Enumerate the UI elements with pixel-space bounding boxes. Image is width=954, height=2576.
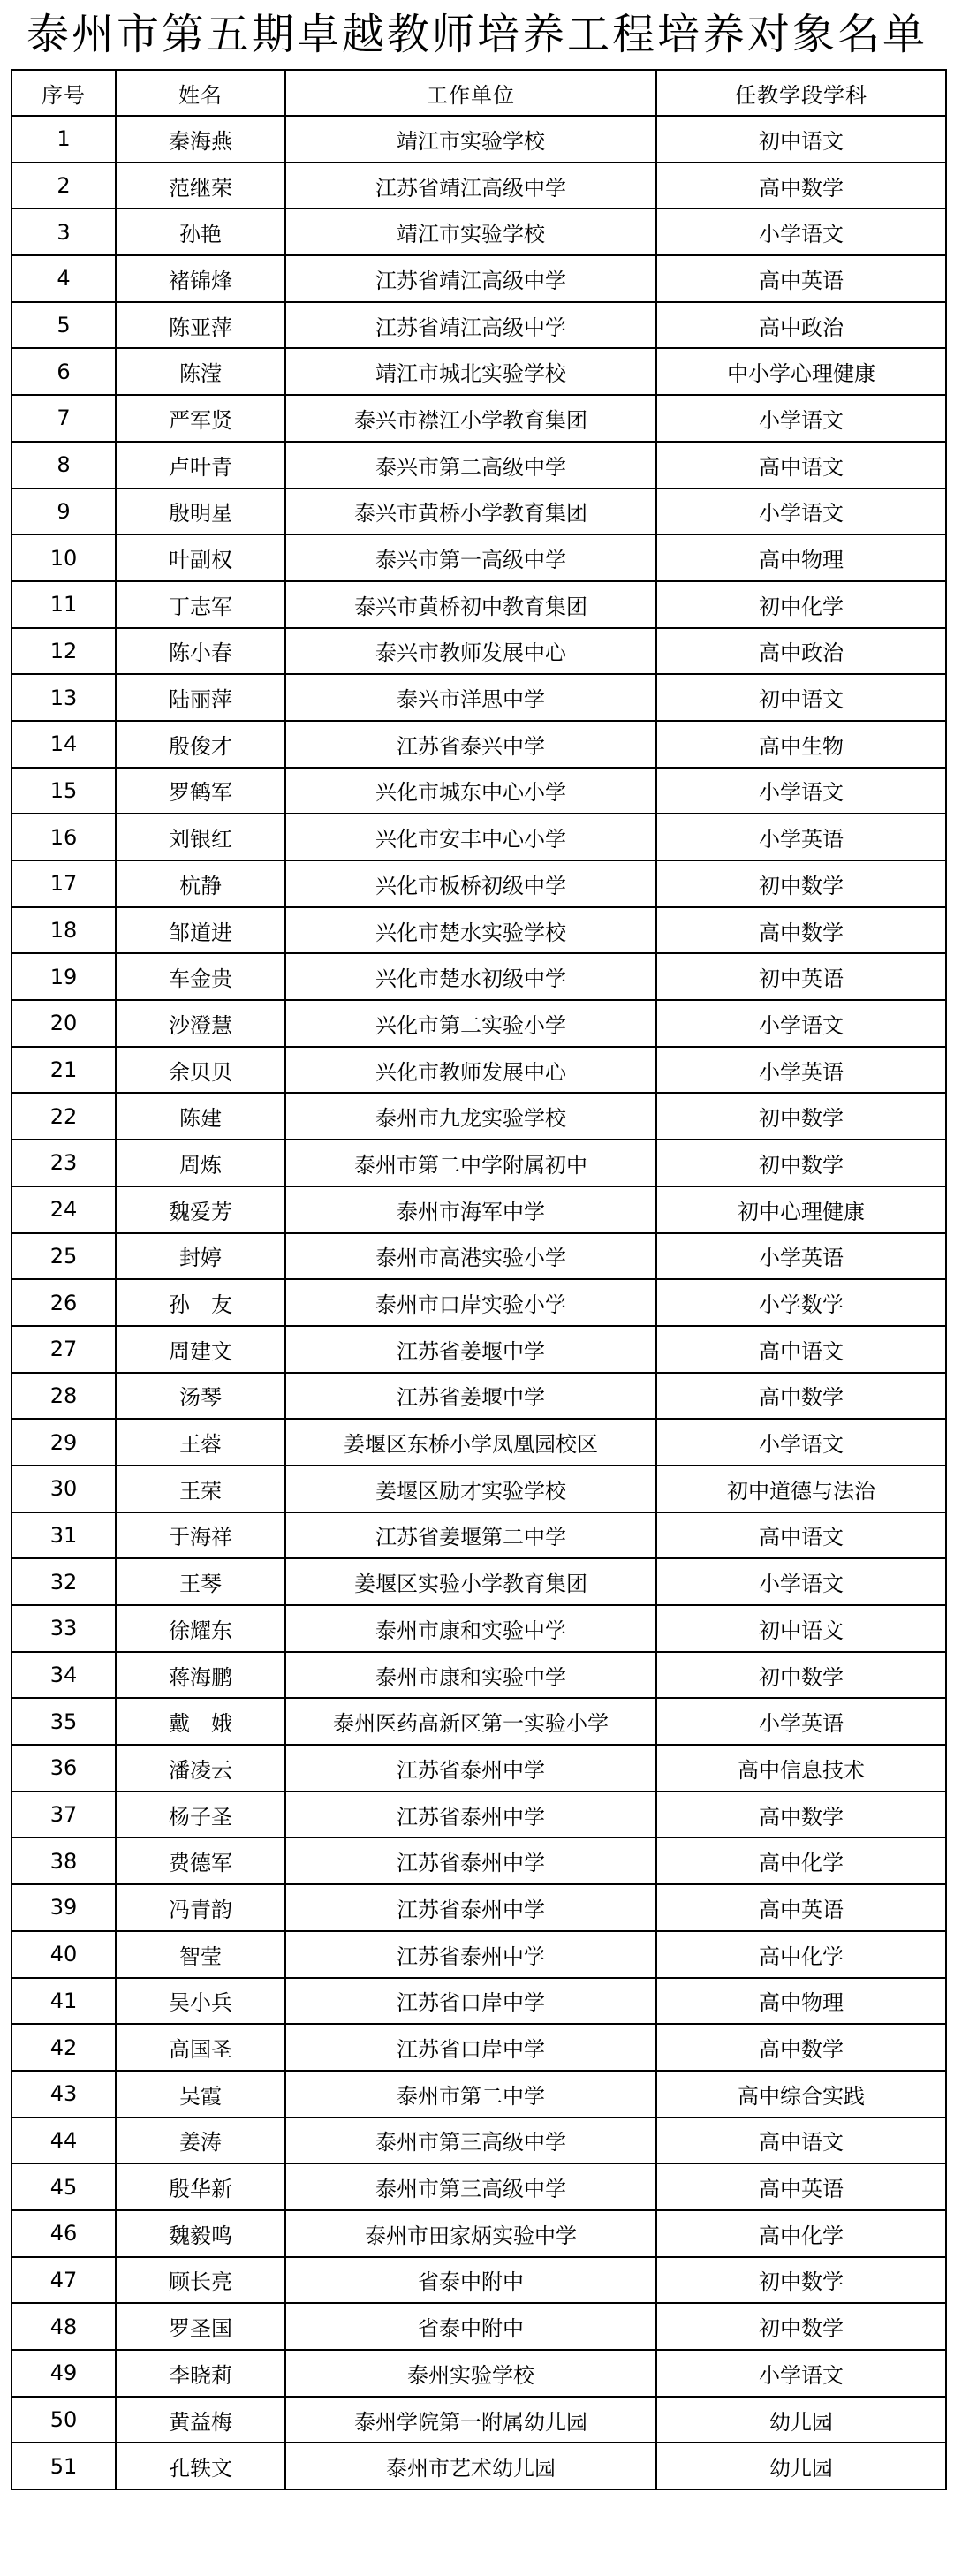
cell-subject: 高中英语 [656, 255, 946, 302]
cell-workplace: 兴化市第二实验小学 [285, 1000, 656, 1047]
cell-name: 黄益梅 [116, 2397, 285, 2443]
cell-subject: 小学英语 [656, 1047, 946, 1094]
table-row [11, 1373, 946, 1420]
cell-number: 36 [11, 1745, 116, 1792]
cell-number: 5 [11, 302, 116, 349]
cell-number: 15 [11, 768, 116, 814]
cell-workplace: 泰州实验学校 [285, 2350, 656, 2397]
table-row [11, 907, 946, 954]
cell-subject: 初中语文 [656, 116, 946, 163]
cell-name: 杭静 [116, 860, 285, 907]
cell-subject: 小学语文 [656, 489, 946, 535]
cell-workplace: 泰州学院第一附属幼儿园 [285, 2397, 656, 2443]
cell-number: 22 [11, 1093, 116, 1140]
column-header-subject: 任教学段学科 [656, 70, 946, 116]
table-row [11, 442, 946, 489]
cell-number: 29 [11, 1419, 116, 1466]
cell-name: 王荣 [116, 1466, 285, 1512]
cell-name: 冯青韵 [116, 1884, 285, 1931]
cell-number: 23 [11, 1140, 116, 1186]
cell-workplace: 泰州市九龙实验学校 [285, 1093, 656, 1140]
cell-subject: 高中英语 [656, 1884, 946, 1931]
cell-subject: 高中化学 [656, 1837, 946, 1884]
table-row [11, 163, 946, 209]
table-row [11, 1884, 946, 1931]
cell-workplace: 兴化市教师发展中心 [285, 1047, 656, 1094]
cell-name: 汤琴 [116, 1373, 285, 1420]
cell-subject: 小学英语 [656, 1233, 946, 1280]
cell-subject: 小学语文 [656, 768, 946, 814]
cell-subject: 高中语文 [656, 1512, 946, 1559]
column-header-name: 姓名 [116, 70, 285, 116]
cell-number: 19 [11, 953, 116, 1000]
cell-workplace: 江苏省姜堰第二中学 [285, 1512, 656, 1559]
cell-workplace: 兴化市板桥初级中学 [285, 860, 656, 907]
cell-subject: 中小学心理健康 [656, 348, 946, 395]
cell-subject: 初中心理健康 [656, 1186, 946, 1233]
cell-workplace: 江苏省泰州中学 [285, 1792, 656, 1838]
cell-name: 叶副权 [116, 534, 285, 581]
cell-name: 高国圣 [116, 2024, 285, 2071]
cell-number: 32 [11, 1558, 116, 1605]
cell-workplace: 江苏省靖江高级中学 [285, 163, 656, 209]
table-row [11, 1093, 946, 1140]
cell-number: 30 [11, 1466, 116, 1512]
cell-workplace: 靖江市实验学校 [285, 208, 656, 255]
table-row [11, 1047, 946, 1094]
cell-number: 38 [11, 1837, 116, 1884]
table-row [11, 2071, 946, 2118]
cell-workplace: 江苏省泰州中学 [285, 1837, 656, 1884]
cell-number: 18 [11, 907, 116, 954]
cell-name: 范继荣 [116, 163, 285, 209]
cell-number: 12 [11, 628, 116, 675]
cell-workplace: 江苏省泰兴中学 [285, 721, 656, 768]
cell-name: 杨子圣 [116, 1792, 285, 1838]
cell-workplace: 泰州市康和实验中学 [285, 1605, 656, 1652]
cell-subject: 幼儿园 [656, 2397, 946, 2443]
cell-name: 吴小兵 [116, 1978, 285, 2025]
table-row [11, 721, 946, 768]
table-row [11, 581, 946, 628]
cell-subject: 小学英语 [656, 814, 946, 860]
cell-name: 封婷 [116, 1233, 285, 1280]
cell-subject: 小学数学 [656, 1279, 946, 1326]
cell-name: 车金贵 [116, 953, 285, 1000]
cell-number: 10 [11, 534, 116, 581]
cell-subject: 初中数学 [656, 1140, 946, 1186]
table-row [11, 2118, 946, 2164]
cell-workplace: 泰兴市襟江小学教育集团 [285, 395, 656, 442]
cell-subject: 小学语文 [656, 2350, 946, 2397]
table-row [11, 2257, 946, 2304]
cell-subject: 高中语文 [656, 2118, 946, 2164]
cell-subject: 初中语文 [656, 674, 946, 721]
cell-number: 14 [11, 721, 116, 768]
cell-name: 魏毅鸣 [116, 2210, 285, 2257]
cell-name: 余贝贝 [116, 1047, 285, 1094]
cell-name: 魏爱芳 [116, 1186, 285, 1233]
cell-subject: 初中数学 [656, 1093, 946, 1140]
table-row [11, 1837, 946, 1884]
cell-workplace: 兴化市楚水初级中学 [285, 953, 656, 1000]
cell-subject: 高中物理 [656, 1978, 946, 2025]
cell-name: 王蓉 [116, 1419, 285, 1466]
cell-subject: 初中道德与法治 [656, 1466, 946, 1512]
cell-name: 孙艳 [116, 208, 285, 255]
cell-subject: 高中语文 [656, 1326, 946, 1373]
cell-workplace: 泰兴市第一高级中学 [285, 534, 656, 581]
cell-subject: 高中数学 [656, 2024, 946, 2071]
table-row [11, 1698, 946, 1745]
cell-subject: 高中数学 [656, 907, 946, 954]
cell-number: 16 [11, 814, 116, 860]
cell-number: 9 [11, 489, 116, 535]
cell-subject: 小学语文 [656, 1000, 946, 1047]
cell-name: 费德军 [116, 1837, 285, 1884]
cell-name: 殷俊才 [116, 721, 285, 768]
cell-name: 殷华新 [116, 2163, 285, 2210]
cell-number: 8 [11, 442, 116, 489]
cell-name: 陆丽萍 [116, 674, 285, 721]
table-row [11, 348, 946, 395]
cell-number: 41 [11, 1978, 116, 2025]
cell-workplace: 泰兴市第二高级中学 [285, 442, 656, 489]
cell-number: 1 [11, 116, 116, 163]
cell-name: 罗圣国 [116, 2303, 285, 2350]
cell-subject: 初中语文 [656, 1605, 946, 1652]
table-row [11, 395, 946, 442]
cell-subject: 幼儿园 [656, 2443, 946, 2489]
cell-number: 6 [11, 348, 116, 395]
cell-number: 20 [11, 1000, 116, 1047]
cell-workplace: 靖江市实验学校 [285, 116, 656, 163]
cell-subject: 初中数学 [656, 2257, 946, 2304]
cell-subject: 高中信息技术 [656, 1745, 946, 1792]
cell-subject: 初中数学 [656, 2303, 946, 2350]
cell-workplace: 省泰中附中 [285, 2303, 656, 2350]
cell-name: 孙 友 [116, 1279, 285, 1326]
cell-name: 王琴 [116, 1558, 285, 1605]
table-body [11, 116, 946, 2489]
table-row [11, 814, 946, 860]
cell-workplace: 泰州市第二中学附属初中 [285, 1140, 656, 1186]
cell-number: 7 [11, 395, 116, 442]
cell-subject: 高中数学 [656, 1792, 946, 1838]
cell-subject: 高中语文 [656, 442, 946, 489]
cell-workplace: 泰州市高港实验小学 [285, 1233, 656, 1280]
cell-number: 21 [11, 1047, 116, 1094]
table-row [11, 1652, 946, 1699]
cell-workplace: 泰州市第三高级中学 [285, 2163, 656, 2210]
cell-number: 2 [11, 163, 116, 209]
cell-number: 26 [11, 1279, 116, 1326]
cell-subject: 高中化学 [656, 1931, 946, 1978]
table-row [11, 1419, 946, 1466]
cell-name: 陈亚萍 [116, 302, 285, 349]
cell-workplace: 兴化市安丰中心小学 [285, 814, 656, 860]
cell-subject: 小学语文 [656, 395, 946, 442]
cell-number: 13 [11, 674, 116, 721]
cell-name: 徐耀东 [116, 1605, 285, 1652]
cell-workplace: 泰州市第二中学 [285, 2071, 656, 2118]
cell-number: 47 [11, 2257, 116, 2304]
cell-number: 37 [11, 1792, 116, 1838]
cell-workplace: 泰兴市教师发展中心 [285, 628, 656, 675]
table-row [11, 255, 946, 302]
table-row [11, 534, 946, 581]
cell-number: 39 [11, 1884, 116, 1931]
table-row [11, 2443, 946, 2489]
cell-subject: 高中化学 [656, 2210, 946, 2257]
cell-number: 28 [11, 1373, 116, 1420]
cell-name: 刘银红 [116, 814, 285, 860]
cell-name: 卢叶青 [116, 442, 285, 489]
header-row [11, 70, 946, 116]
cell-workplace: 兴化市楚水实验学校 [285, 907, 656, 954]
column-header-workplace: 工作单位 [285, 70, 656, 116]
cell-workplace: 泰兴市洋思中学 [285, 674, 656, 721]
cell-number: 27 [11, 1326, 116, 1373]
table-row [11, 674, 946, 721]
roster-table [11, 69, 947, 2490]
table-row [11, 1931, 946, 1978]
cell-workplace: 江苏省口岸中学 [285, 1978, 656, 2025]
cell-subject: 初中英语 [656, 953, 946, 1000]
cell-workplace: 江苏省泰州中学 [285, 1745, 656, 1792]
table-row [11, 1140, 946, 1186]
cell-number: 35 [11, 1698, 116, 1745]
cell-subject: 高中政治 [656, 628, 946, 675]
cell-number: 48 [11, 2303, 116, 2350]
cell-number: 42 [11, 2024, 116, 2071]
table-row [11, 2350, 946, 2397]
cell-workplace: 泰州市海军中学 [285, 1186, 656, 1233]
cell-workplace: 泰州市康和实验中学 [285, 1652, 656, 1699]
table-row [11, 1000, 946, 1047]
table-row [11, 2397, 946, 2443]
cell-name: 戴 娥 [116, 1698, 285, 1745]
table-row [11, 208, 946, 255]
cell-number: 34 [11, 1652, 116, 1699]
cell-workplace: 泰州市口岸实验小学 [285, 1279, 656, 1326]
cell-name: 周建文 [116, 1326, 285, 1373]
cell-number: 51 [11, 2443, 116, 2489]
cell-name: 丁志军 [116, 581, 285, 628]
cell-subject: 初中数学 [656, 860, 946, 907]
cell-subject: 高中政治 [656, 302, 946, 349]
cell-subject: 高中英语 [656, 2163, 946, 2210]
cell-name: 沙澄慧 [116, 1000, 285, 1047]
cell-workplace: 靖江市城北实验学校 [285, 348, 656, 395]
cell-name: 殷明星 [116, 489, 285, 535]
cell-name: 周炼 [116, 1140, 285, 1186]
cell-name: 姜涛 [116, 2118, 285, 2164]
cell-name: 罗鹤军 [116, 768, 285, 814]
cell-subject: 高中综合实践 [656, 2071, 946, 2118]
cell-workplace: 江苏省姜堰中学 [285, 1373, 656, 1420]
cell-number: 33 [11, 1605, 116, 1652]
cell-name: 吴霞 [116, 2071, 285, 2118]
cell-number: 49 [11, 2350, 116, 2397]
cell-workplace: 江苏省口岸中学 [285, 2024, 656, 2071]
table-row [11, 1186, 946, 1233]
cell-workplace: 江苏省靖江高级中学 [285, 255, 656, 302]
cell-name: 孔轶文 [116, 2443, 285, 2489]
cell-number: 45 [11, 2163, 116, 2210]
cell-subject: 高中物理 [656, 534, 946, 581]
cell-name: 潘凌云 [116, 1745, 285, 1792]
cell-number: 11 [11, 581, 116, 628]
cell-name: 邹道进 [116, 907, 285, 954]
cell-name: 褚锦烽 [116, 255, 285, 302]
table-row [11, 1512, 946, 1559]
cell-workplace: 姜堰区励才实验学校 [285, 1466, 656, 1512]
table-row [11, 116, 946, 163]
table-row [11, 1605, 946, 1652]
cell-number: 4 [11, 255, 116, 302]
cell-name: 严军贤 [116, 395, 285, 442]
cell-number: 24 [11, 1186, 116, 1233]
table-row [11, 1279, 946, 1326]
table-row [11, 1326, 946, 1373]
cell-workplace: 江苏省姜堰中学 [285, 1326, 656, 1373]
cell-subject: 小学语文 [656, 1558, 946, 1605]
cell-subject: 高中数学 [656, 163, 946, 209]
cell-workplace: 省泰中附中 [285, 2257, 656, 2304]
table-row [11, 489, 946, 535]
cell-name: 陈小春 [116, 628, 285, 675]
table-row [11, 302, 946, 349]
cell-name: 智莹 [116, 1931, 285, 1978]
cell-workplace: 江苏省泰州中学 [285, 1884, 656, 1931]
table-row [11, 1558, 946, 1605]
cell-number: 46 [11, 2210, 116, 2257]
cell-subject: 小学语文 [656, 1419, 946, 1466]
table-row [11, 860, 946, 907]
table-header [11, 70, 946, 116]
document-title: 泰州市第五期卓越教师培养工程培养对象名单 [26, 10, 928, 59]
table-row [11, 1745, 946, 1792]
cell-name: 陈建 [116, 1093, 285, 1140]
cell-name: 李晓莉 [116, 2350, 285, 2397]
cell-number: 31 [11, 1512, 116, 1559]
cell-name: 顾长亮 [116, 2257, 285, 2304]
cell-workplace: 姜堰区实验小学教育集团 [285, 1558, 656, 1605]
cell-workplace: 泰兴市黄桥小学教育集团 [285, 489, 656, 535]
cell-name: 陈滢 [116, 348, 285, 395]
cell-subject: 高中生物 [656, 721, 946, 768]
table-row [11, 1978, 946, 2025]
table-row [11, 628, 946, 675]
cell-number: 50 [11, 2397, 116, 2443]
cell-workplace: 江苏省靖江高级中学 [285, 302, 656, 349]
cell-subject: 高中数学 [656, 1373, 946, 1420]
table-row [11, 1233, 946, 1280]
table-row [11, 768, 946, 814]
cell-number: 3 [11, 208, 116, 255]
cell-subject: 小学语文 [656, 208, 946, 255]
cell-subject: 小学英语 [656, 1698, 946, 1745]
cell-number: 25 [11, 1233, 116, 1280]
table-row [11, 1792, 946, 1838]
table-row [11, 2303, 946, 2350]
cell-name: 蒋海鹏 [116, 1652, 285, 1699]
cell-name: 于海祥 [116, 1512, 285, 1559]
cell-number: 40 [11, 1931, 116, 1978]
cell-name: 秦海燕 [116, 116, 285, 163]
cell-workplace: 姜堰区东桥小学凤凰园校区 [285, 1419, 656, 1466]
cell-workplace: 江苏省泰州中学 [285, 1931, 656, 1978]
table-row [11, 2163, 946, 2210]
cell-workplace: 泰州市第三高级中学 [285, 2118, 656, 2164]
cell-workplace: 泰州市艺术幼儿园 [285, 2443, 656, 2489]
table-row [11, 1466, 946, 1512]
cell-workplace: 泰兴市黄桥初中教育集团 [285, 581, 656, 628]
cell-number: 44 [11, 2118, 116, 2164]
cell-number: 17 [11, 860, 116, 907]
cell-workplace: 兴化市城东中心小学 [285, 768, 656, 814]
cell-workplace: 泰州市田家炳实验中学 [285, 2210, 656, 2257]
table-row [11, 2210, 946, 2257]
cell-subject: 初中数学 [656, 1652, 946, 1699]
cell-workplace: 泰州医药高新区第一实验小学 [285, 1698, 656, 1745]
table-row [11, 2024, 946, 2071]
cell-number: 43 [11, 2071, 116, 2118]
cell-subject: 初中化学 [656, 581, 946, 628]
column-header-number: 序号 [11, 70, 116, 116]
table-row [11, 953, 946, 1000]
